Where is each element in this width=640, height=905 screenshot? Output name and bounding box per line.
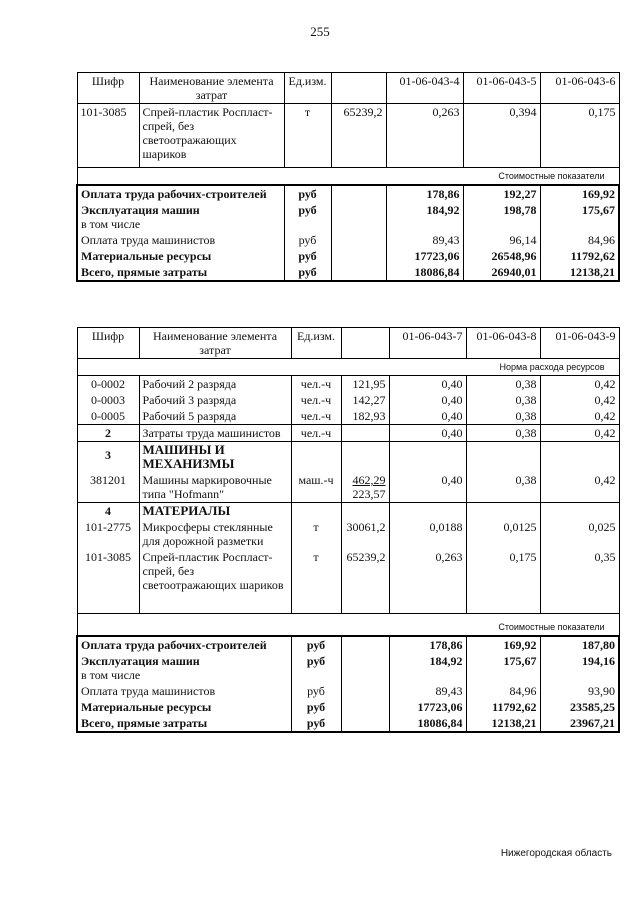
cell-name: Машины маркировочные типа "Hofmann" [139,472,291,503]
cost-value: 96,14 [463,232,540,248]
cell-value: 0,42 [540,376,619,393]
cell-value: 0,025 [540,519,619,549]
cost-header-row [77,168,619,186]
header-price [341,328,389,359]
cost-value: 18086,84 [389,715,466,732]
cell-value: 0,40 [389,425,466,442]
cost-name: Оплата труда рабочих-строителей [77,636,291,653]
cost-unit: руб [291,699,341,715]
cell-value: 0,40 [389,392,466,408]
cell-cipher: 381201 [77,472,139,503]
cost-row [77,699,619,715]
cell-value: 0,35 [540,549,619,613]
cell-name: Спрей-пластик Роспласт-спрей, без светоотражающих шариков [139,104,284,168]
cell-unit: т [284,104,331,168]
cost-value: 184,92 [386,202,463,232]
cost-value: 23585,25 [540,699,619,715]
cost-name-cell [77,653,291,683]
footer-region: Нижегородская область [500,848,612,859]
cost-row [77,264,619,281]
cell-value: 0,175 [540,104,619,168]
cost-header: Стоимостные показатели [77,613,619,636]
cell-value: 0,0125 [466,519,540,549]
cell-cipher: 101-2775 [77,519,139,549]
table-row [77,392,619,408]
cell-value: 0,38 [466,408,540,425]
cell-value: 0,38 [466,392,540,408]
cell-price: 30061,2 [341,519,389,549]
cost-row [77,202,619,232]
cell-value: 0,42 [540,408,619,425]
header-code-2: 01-06-043-5 [463,73,540,104]
cost-name: Эксплуатация машин [81,203,200,217]
cost-subnote: в том числе [81,217,141,231]
cost-value: 175,67 [466,653,540,683]
cost-row [77,683,619,699]
cost-name-cell [77,202,284,232]
cell-price: 462,29 [352,473,386,487]
cost-name: Материальные ресурсы [77,699,291,715]
cost-value: 175,67 [540,202,619,232]
cost-unit: руб [284,185,331,202]
cost-value: 11792,62 [466,699,540,715]
cost-unit: руб [284,232,331,248]
estimate-table-1 [76,72,620,282]
table-row [77,376,619,393]
cost-value: 26548,96 [463,248,540,264]
cell-price: 142,27 [341,392,389,408]
cell-unit: т [291,519,341,549]
cost-value: 93,90 [540,683,619,699]
cell-unit: т [291,549,341,613]
header-cipher: Шифр [77,328,139,359]
section-row [77,442,619,473]
cost-row [77,715,619,732]
cell-unit: чел.-ч [291,425,341,442]
cell-value: 0,42 [540,425,619,442]
cost-unit: руб [291,715,341,732]
header-code-3: 01-06-043-6 [540,73,619,104]
cost-value: 89,43 [389,683,466,699]
table-row [77,104,619,168]
cost-row [77,185,619,202]
cost-value: 178,86 [389,636,466,653]
cost-name: Оплата труда рабочих-строителей [77,185,284,202]
cost-value: 17723,06 [386,248,463,264]
cost-value: 184,92 [389,653,466,683]
cell-unit: чел.-ч [291,392,341,408]
cell-value: 0,40 [389,408,466,425]
cell-unit: маш.-ч [291,472,341,503]
cell-value: 0,394 [463,104,540,168]
cell-cipher: 0-0005 [77,408,139,425]
cell-value: 0,263 [389,549,466,613]
header-code-2: 01-06-043-8 [466,328,540,359]
cost-subnote: в том числе [81,667,141,682]
cost-value: 26940,01 [463,264,540,281]
cell-value: 0,38 [466,425,540,442]
page-number: 255 [310,24,330,39]
cell-value: 0,42 [540,392,619,408]
cost-value: 89,43 [386,232,463,248]
cell-cipher: 101-3085 [77,549,139,613]
cell-price: 182,93 [341,408,389,425]
header-code-1: 01-06-043-7 [389,328,466,359]
cell-cipher: 2 [77,425,139,442]
cell-price: 65239,2 [331,104,386,168]
cell-value: 0,40 [389,472,466,503]
cell-unit: чел.-ч [291,376,341,393]
table-row [77,519,619,549]
table-row [77,408,619,425]
cost-value: 84,96 [466,683,540,699]
cost-row [77,653,619,683]
section-number: 4 [77,503,139,520]
section-title: МАШИНЫ И МЕХАНИЗМЫ [139,442,291,473]
cost-unit: руб [284,264,331,281]
cost-value: 17723,06 [389,699,466,715]
estimate-table-2 [76,327,620,733]
cost-value: 169,92 [540,185,619,202]
cell-unit: чел.-ч [291,408,341,425]
header-unit: Ед.изм. [291,328,341,359]
cost-value: 11792,62 [540,248,619,264]
cost-value: 18086,84 [386,264,463,281]
header-name: Наименование элемента затрат [139,328,291,359]
norm-header-row [77,359,619,376]
cost-value: 194,16 [540,653,619,683]
header-name: Наименование элемента затрат [139,73,284,104]
cell-name: Затраты труда машинистов [139,425,291,442]
cost-unit: руб [291,636,341,653]
cost-name: Всего, прямые затраты [77,715,291,732]
cost-row [77,232,619,248]
cell-name: Рабочий 2 разряда [139,376,291,393]
cell-price-secondary: 223,57 [352,487,386,501]
section-title: МАТЕРИАЛЫ [139,503,291,520]
table-row [77,425,619,442]
cost-name: Всего, прямые затраты [77,264,284,281]
cost-value: 23967,21 [540,715,619,732]
cell-price: 121,95 [341,376,389,393]
cost-header: Стоимостные показатели [77,168,619,186]
table-row [77,472,619,503]
cost-header-row [77,613,619,636]
cell-value: 0,0188 [389,519,466,549]
cost-value: 198,78 [463,202,540,232]
cell-value: 0,175 [466,549,540,613]
cost-value: 12138,21 [540,264,619,281]
cell-price: 65239,2 [341,549,389,613]
cell-value: 0,38 [466,472,540,503]
cost-value: 178,86 [386,185,463,202]
header-code-1: 01-06-043-4 [386,73,463,104]
header-cipher: Шифр [77,73,139,104]
cell-value: 0,40 [389,376,466,393]
cell-cipher: 0-0003 [77,392,139,408]
norm-header: Норма расхода ресурсов [77,359,619,376]
table-header-row [77,328,619,359]
cell-cipher: 101-3085 [77,104,139,168]
cell-value: 0,38 [466,376,540,393]
table-row [77,549,619,613]
header-code-3: 01-06-043-9 [540,328,619,359]
cost-name: Оплата труда машинистов [77,683,291,699]
cost-value: 192,27 [463,185,540,202]
cost-unit: руб [291,683,341,699]
cost-value: 187,80 [540,636,619,653]
cost-name: Оплата труда машинистов [77,232,284,248]
cost-row [77,636,619,653]
section-row [77,503,619,520]
cell-price-cell [341,472,389,503]
cost-name: Эксплуатация машин [81,653,200,668]
cost-unit: руб [284,202,331,232]
cell-name: Рабочий 5 разряда [139,408,291,425]
table-header-row [77,73,619,104]
cell-name: Спрей-пластик Роспласт-спрей, без светоотражающих шариков [139,549,291,613]
cost-value: 84,96 [540,232,619,248]
cell-value: 0,263 [386,104,463,168]
cost-unit: руб [284,248,331,264]
cell-name: Рабочий 3 разряда [139,392,291,408]
cell-cipher: 0-0002 [77,376,139,393]
header-price [331,73,386,104]
header-unit: Ед.изм. [284,73,331,104]
cost-unit: руб [291,653,341,683]
section-number: 3 [77,442,139,473]
cost-value: 12138,21 [466,715,540,732]
cost-row [77,248,619,264]
cost-name: Материальные ресурсы [77,248,284,264]
cell-value: 0,42 [540,472,619,503]
cell-name: Микросферы стеклянные для дорожной разметки [139,519,291,549]
cost-value: 169,92 [466,636,540,653]
